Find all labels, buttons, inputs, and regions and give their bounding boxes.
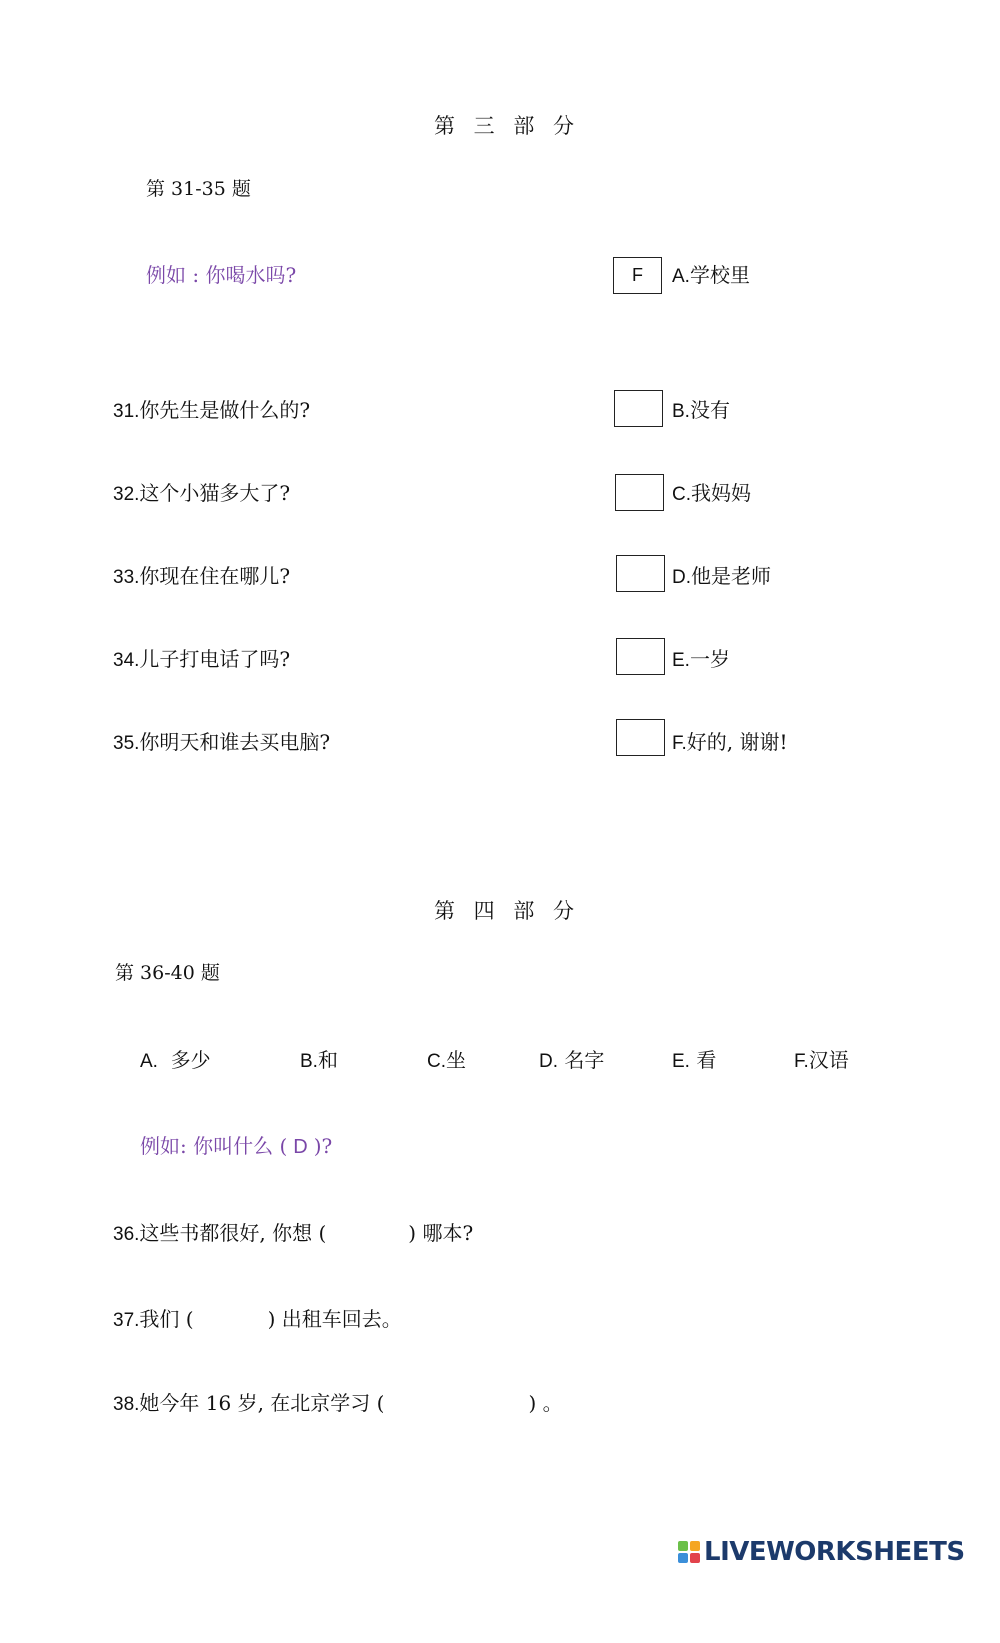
word-text: 名字 [564, 1048, 605, 1072]
word-option-d [539, 1044, 604, 1073]
question-text-post: ) 。 [528, 1391, 563, 1415]
question-text: 你先生是做什么的? [139, 398, 311, 422]
option-letter: C. [672, 484, 691, 505]
option-d [672, 560, 771, 589]
liveworksheets-brand [678, 1537, 965, 1567]
answer-box-35[interactable] [616, 719, 665, 756]
option-e [672, 643, 730, 672]
option-a [672, 259, 750, 288]
question-34 [113, 643, 290, 672]
option-f [672, 726, 788, 755]
liveworksheets-logo-icon [678, 1541, 700, 1563]
option-text: 好的, 谢谢! [686, 730, 788, 754]
question-text-post: ) 哪本? [408, 1221, 474, 1245]
question-31 [113, 394, 310, 423]
question-35 [113, 726, 330, 755]
example-text-post: )? [313, 1134, 333, 1158]
option-text: 他是老师 [691, 564, 771, 588]
question-33 [113, 560, 290, 589]
question-number: 33. [113, 567, 140, 588]
question-number: 37. [113, 1310, 140, 1331]
word-letter: E. [672, 1051, 690, 1072]
example-answer: D [293, 1136, 308, 1158]
question-text: 儿子打电话了吗? [139, 647, 291, 671]
part4-heading: 第 四 部 分 [434, 899, 581, 923]
option-letter: D. [672, 567, 691, 588]
question-text: 你明天和谁去买电脑? [139, 730, 331, 754]
question-text-post: ) 出租车回去。 [267, 1307, 402, 1331]
option-letter: E. [672, 650, 690, 671]
question-text-pre: 我们 ( [139, 1307, 194, 1331]
word-option-f [794, 1044, 849, 1073]
option-text: 我妈妈 [691, 481, 751, 505]
word-text: 坐 [446, 1048, 466, 1072]
answer-box-33[interactable] [616, 555, 665, 592]
word-text: 多少 [170, 1048, 211, 1072]
brand-text: LIVEWORKSHEETS [704, 1537, 965, 1567]
word-letter: B. [300, 1051, 318, 1072]
option-text: 一岁 [689, 647, 730, 671]
word-letter: A. [140, 1051, 158, 1072]
question-32 [113, 477, 290, 506]
example-text-pre: 例如: 你叫什么 ( [140, 1134, 288, 1158]
part3-range: 第 31-35 题 [146, 178, 251, 200]
question-text-pre: 她今年 16 岁, 在北京学习 ( [139, 1391, 385, 1415]
question-number: 38. [113, 1394, 140, 1415]
option-letter: B. [672, 401, 690, 422]
question-number: 36. [113, 1224, 140, 1245]
part4-example [140, 1130, 332, 1159]
option-letter: F. [672, 733, 687, 754]
option-b [672, 394, 730, 423]
word-letter: C. [427, 1051, 446, 1072]
word-text: 看 [696, 1048, 717, 1072]
example-answer-box: F [613, 257, 662, 294]
blank-input-37[interactable] [194, 1308, 268, 1334]
question-number: 31. [113, 401, 140, 422]
part4-range: 第 36-40 题 [115, 962, 220, 984]
question-36 [113, 1217, 473, 1248]
question-number: 32. [113, 484, 140, 505]
question-text: 这个小猫多大了? [139, 481, 291, 505]
word-option-b [300, 1044, 338, 1073]
part3-example: 例如 : 你喝水吗? [146, 263, 297, 287]
answer-box-34[interactable] [616, 638, 665, 675]
option-letter: A. [672, 266, 690, 287]
word-letter: D. [539, 1051, 558, 1072]
word-text: 和 [317, 1048, 338, 1072]
word-letter: F. [794, 1051, 809, 1072]
answer-box-31[interactable] [614, 390, 663, 427]
part3-heading: 第 三 部 分 [434, 114, 581, 138]
answer-box-32[interactable] [615, 474, 664, 511]
question-38 [113, 1387, 563, 1418]
question-text: 你现在住在哪儿? [139, 564, 291, 588]
word-option-a [140, 1044, 211, 1073]
word-option-e [672, 1044, 716, 1073]
blank-input-38[interactable] [384, 1392, 528, 1418]
word-text: 汉语 [808, 1048, 849, 1072]
question-number: 35. [113, 733, 140, 754]
option-text: 没有 [689, 398, 730, 422]
question-text-pre: 这些书都很好, 你想 ( [139, 1221, 327, 1245]
question-number: 34. [113, 650, 140, 671]
option-c [672, 477, 751, 506]
blank-input-36[interactable] [326, 1222, 408, 1248]
question-37 [113, 1303, 402, 1334]
word-option-c [427, 1044, 466, 1073]
option-text: 学校里 [689, 263, 750, 287]
